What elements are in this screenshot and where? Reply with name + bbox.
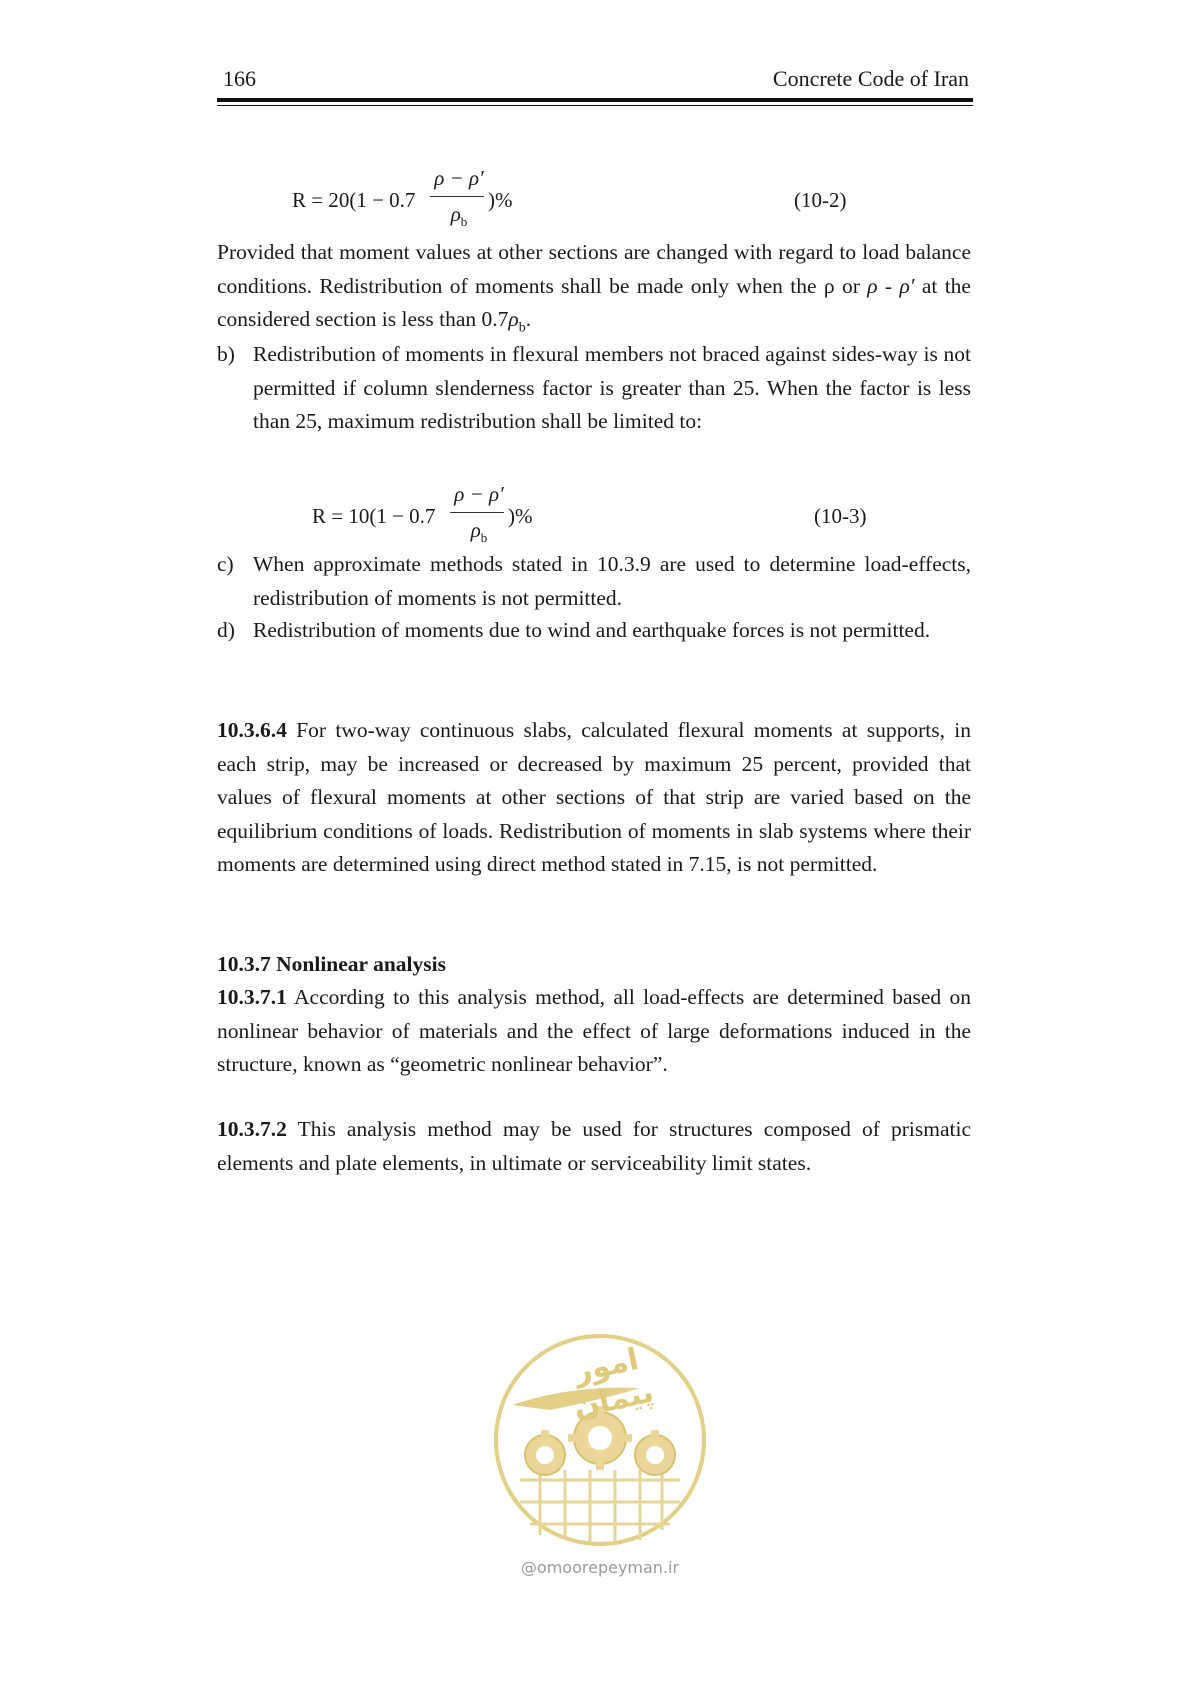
section-heading-10-3-7: 10.3.7 Nonlinear analysis [217,952,446,976]
list-label: d) [217,618,235,642]
fraction-denominator: $\rho_b$ [450,202,468,230]
equation-rhs: )% [508,504,533,528]
equation-number: (10-3) [814,504,867,528]
list-label: b) [217,342,235,366]
watermark-caption: @omoorepeyman.ir [520,1558,680,1577]
fraction-numerator: ρ − ρ′ [434,166,484,190]
list-label: c) [217,552,234,576]
header-rule-thick [217,98,973,102]
section-10-3-6-4: 10.3.6.4 For two-way continuous slabs, calculated flexural moments at supports, in each strip, may be increased or decreased by maximum 25 percent, provided that values of flexural moments at other sections of that strip are varied based on the equilibrium conditions of loads. Redistribution of moments in slab systems where their moments are determined using direct method stated in 7.15, is not permitted. [217,718,971,876]
fraction-bar [450,512,504,513]
equation-lhs: R = 20(1 − 0.7 [292,188,416,212]
equation-rhs: )% [488,188,513,212]
equation-lhs: R = 10(1 − 0.7 [312,504,436,528]
page-number: 166 [223,66,256,91]
section-number: 10.3.6.4 [217,718,287,742]
list-text: Redistribution of moments due to wind and earthquake forces is not permitted. [253,618,931,642]
paragraph-provided: Provided that moment values at other sections are changed with regard to load balance conditions. Redistribution of moments shall be made only when the ρ or ρ - ρ′ at the considered section is less than $0.7\rho_b$. [217,240,971,336]
section-10-3-7-2: 10.3.7.2 This analysis method may be used for structures composed of prismatic elements and plate elements, in ultimate or serviceability limit states. [217,1117,971,1175]
equation-fraction [426,166,492,230]
fraction-bar [430,196,484,197]
section-10-3-7-1: 10.3.7.1 According to this analysis method, all load-effects are determined based on nonlinear behavior of materials and the effect of large deformations induced in the structure, known as “geometric nonlinear behavior”. [217,985,971,1076]
running-title: Concrete Code of Iran [772,66,969,91]
section-number: 10.3.7.2 [217,1117,287,1141]
equation-10-3 [312,482,912,552]
equation-fraction [446,482,512,546]
watermark-logo [490,1330,710,1590]
fraction-numerator: ρ − ρ′ [454,482,504,506]
fraction-denominator: $\rho_b$ [470,518,488,546]
list-text: When approximate methods stated in 10.3.9 are used to determine load-effects, redistribution of moments is not permitted. [253,552,971,610]
header-rule-thin [217,105,973,106]
section-number: 10.3.7.1 [217,985,287,1009]
equation-10-2 [292,166,982,236]
list-text: Redistribution of moments in flexural members not braced against sides-way is not permitted if column slenderness factor is greater than 25. When the factor is less than 25, maximum redistribution shall be limited to: [253,342,971,433]
equation-number: (10-2) [794,188,847,212]
watermark-logo-text: امور پیمان [570,1342,657,1426]
page-header [217,62,973,102]
